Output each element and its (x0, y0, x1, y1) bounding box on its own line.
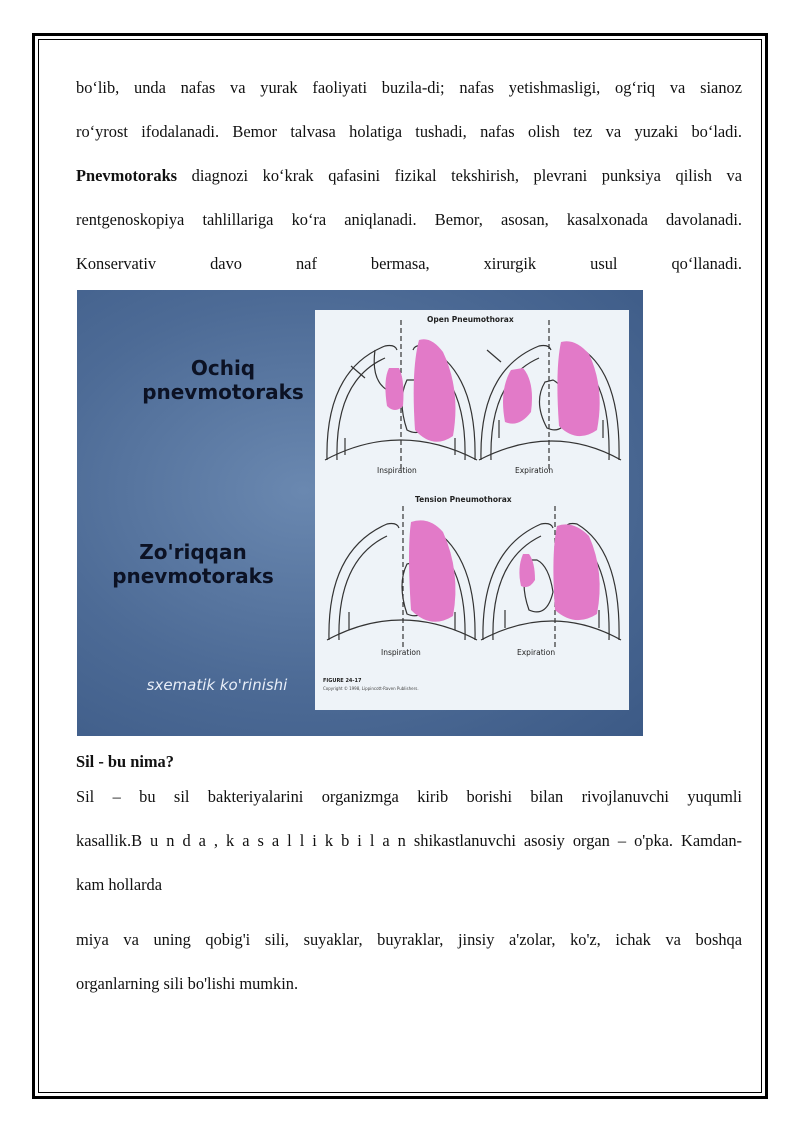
pneumothorax-slide-image (77, 290, 643, 736)
pneumothorax-diagram (315, 310, 629, 710)
open-pneumothorax-title: Open Pneumothorax (427, 315, 514, 324)
text-line: organlarning sili bo'lishi mumkin. (76, 974, 299, 993)
figure-copyright: Copyright © 1998, Lippincott-Raven Publishers. (323, 686, 419, 691)
text-line: Sil – bu sil bakteriyalarini organizmga kirib borishi bilan rivojlanuvchi yuqumli (76, 787, 742, 806)
text-line: miya va uning qobig'i sili, suyaklar, buyraklar, jinsiy a'zolar, ko'z, ichak va boshqa (76, 930, 742, 949)
bold-term: Pnevmotoraks (76, 166, 178, 185)
label-inspiration: Inspiration (377, 466, 417, 475)
lung-left (503, 368, 532, 424)
text-fragment: shikastlanuvchi asosiy organ – o'pka. Kamdan- (405, 831, 742, 850)
section-heading: Sil - bu nima? (76, 752, 174, 771)
slide-caption: sxematik ko'rinishi (146, 676, 288, 694)
text-line: bo‘lib, unda nafas va yurak faoliyati buzila-di; nafas yetishmasligi, og‘riq va sianoz (76, 78, 742, 97)
text-fragment: kasallik. (76, 831, 132, 850)
slide-title-tension (83, 540, 303, 588)
open-expiration-thorax (479, 320, 621, 470)
lung-right (557, 341, 599, 436)
lung-right (553, 524, 599, 620)
paragraph-pneumothorax (76, 66, 742, 286)
slide-title-line: pnevmotoraks (112, 564, 274, 588)
paragraph-tuberculosis-cont (76, 918, 742, 1006)
pneumothorax-diagram-panel (315, 310, 629, 710)
lung-collapsed (385, 368, 403, 410)
text-line: Konservativ davo naf bermasa, xirurgik usul qo‘llanadi. (76, 254, 742, 273)
slide-title-line: pnevmotoraks (142, 380, 304, 404)
lung-right (409, 520, 455, 621)
text-line: rentgenoskopiya tahlillariga ko‘ra aniqlanadi. Bemor, asosan, kasalxonada davolanadi. (76, 210, 742, 229)
label-expiration: Expiration (515, 466, 554, 475)
text-line (76, 154, 742, 198)
text-fragment-spaced: B u n d a , k a s a l l i k b i l a n (131, 831, 406, 850)
tension-expiration-thorax (481, 506, 621, 650)
label-expiration: Expiration (517, 648, 556, 657)
text-line: ro‘yrost ifodalanadi. Bemor talvasa holatiga tushadi, nafas olish tez va yuzaki bo‘ladi. (76, 122, 742, 141)
slide-title-line: Ochiq (190, 356, 256, 380)
slide-title-line: Zo'riqqan (139, 540, 247, 564)
text-fragment: diagnozi ko‘krak qafasini fizikal tekshirish, plevrani punksiya qilish va (177, 166, 742, 185)
tension-pneumothorax-title: Tension Pneumothorax (415, 495, 512, 504)
figure-id: FIGURE 24-17 (323, 678, 362, 684)
paragraph-tuberculosis (76, 775, 742, 907)
text-line: kam hollarda (76, 875, 163, 894)
text-line (76, 819, 742, 863)
slide-title-open (113, 356, 333, 404)
lung-collapsed (519, 554, 535, 587)
lung-right (414, 339, 456, 442)
label-inspiration: Inspiration (381, 648, 421, 657)
